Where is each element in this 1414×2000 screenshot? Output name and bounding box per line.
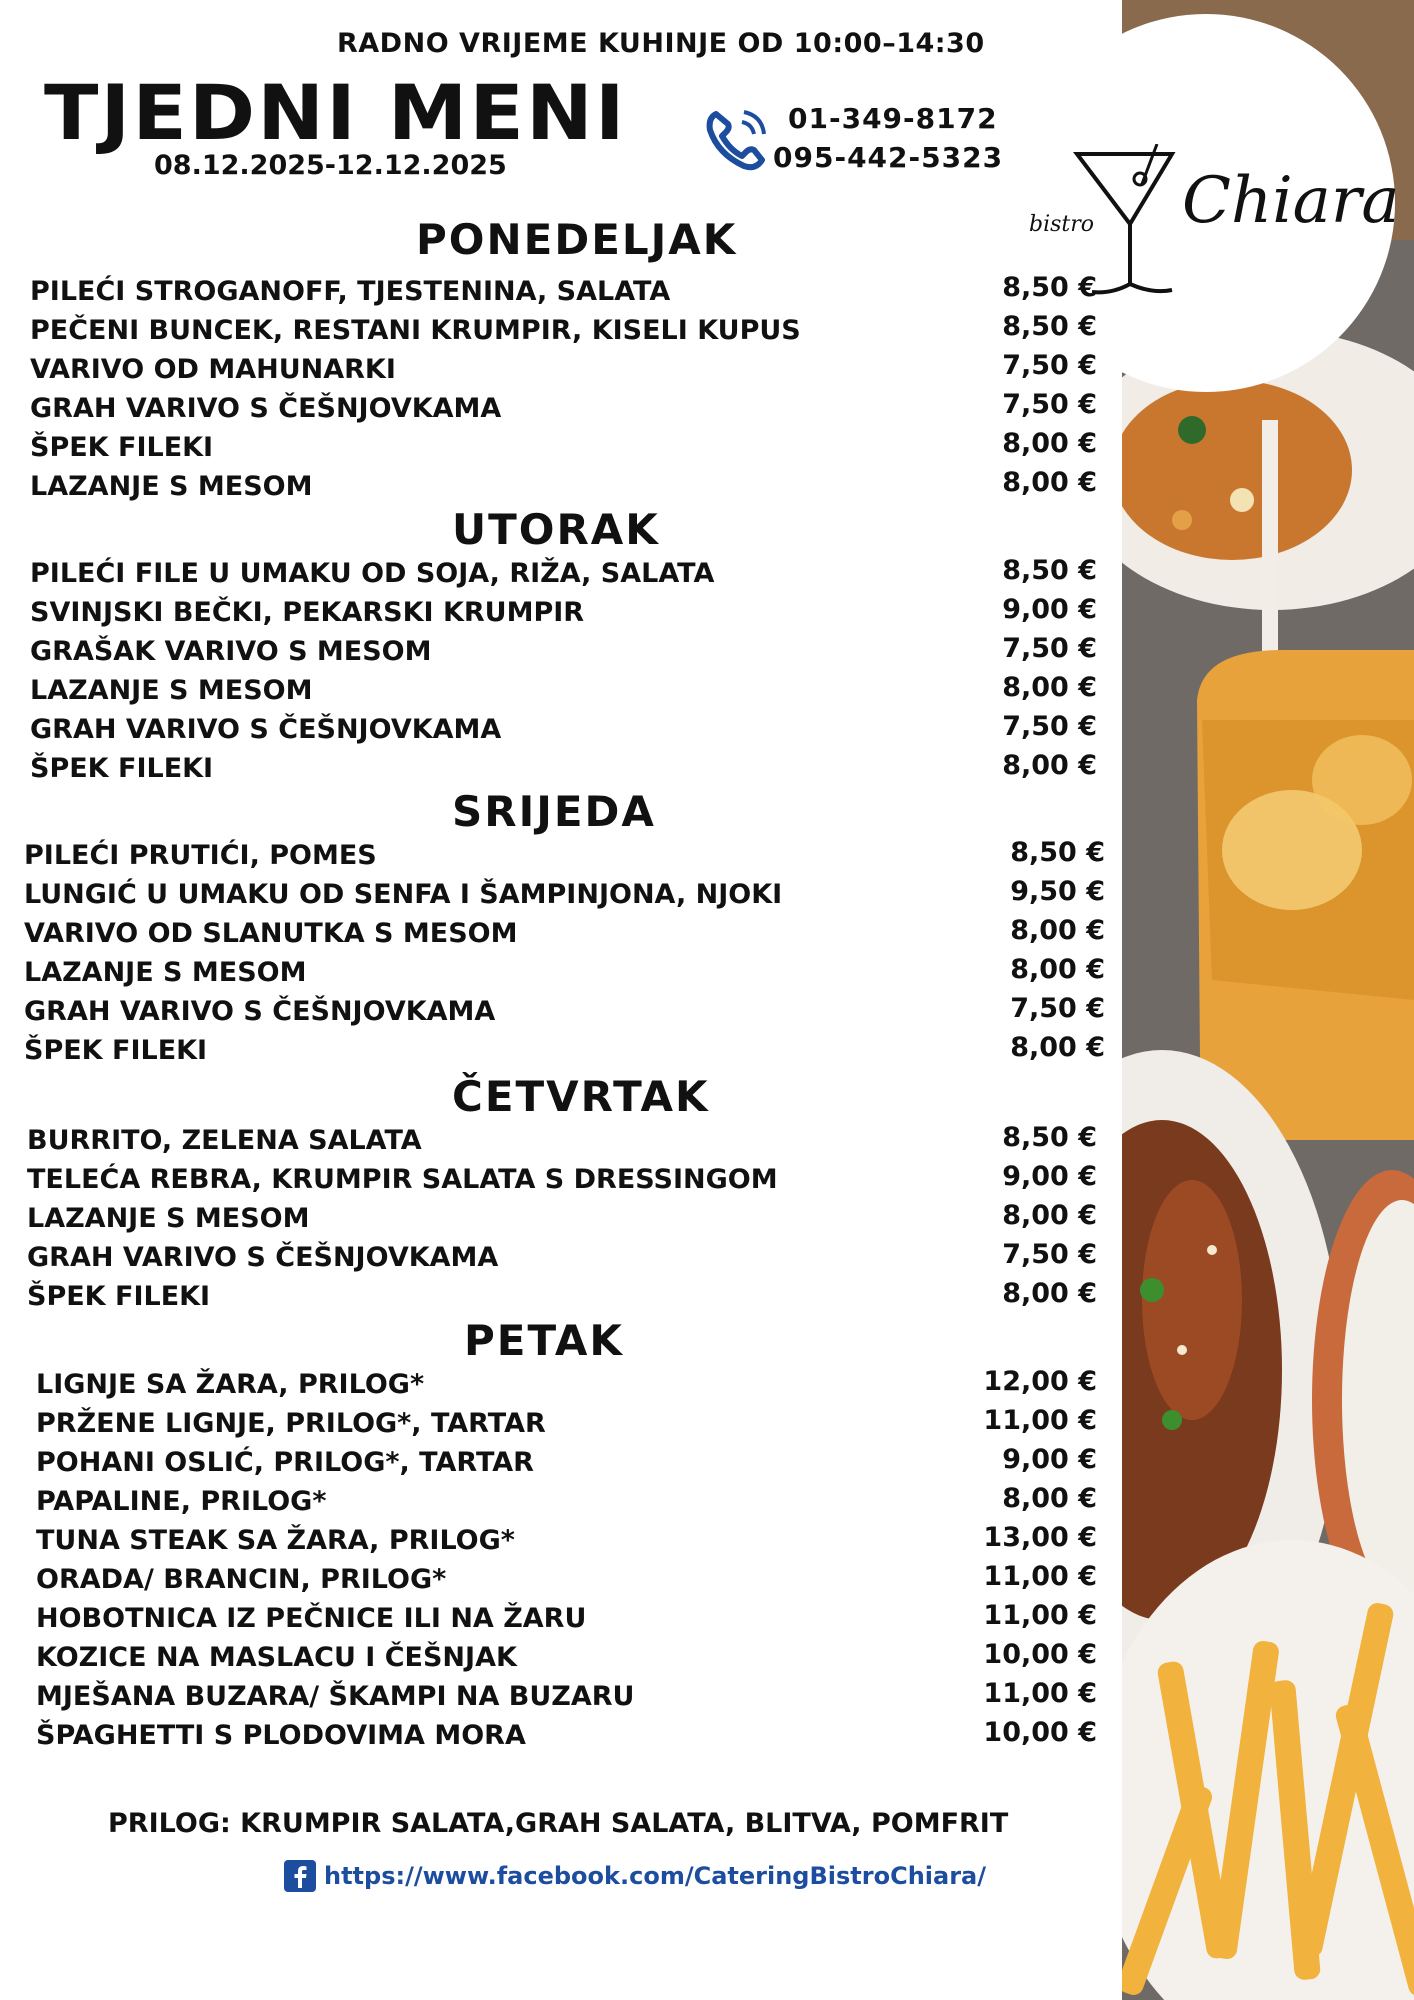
menu-item: ŠPAGHETTI S PLODOVIMA MORA xyxy=(36,1720,526,1751)
facebook-link[interactable]: https://www.facebook.com/CateringBistroChiara/ xyxy=(324,1862,986,1890)
menu-item: LAZANJE S MESOM xyxy=(30,471,313,502)
menu-price: 9,00 € xyxy=(1002,594,1097,625)
day-heading-tuesday: UTORAK xyxy=(452,505,660,554)
menu-price: 7,50 € xyxy=(1010,993,1105,1024)
menu-item: ŠPEK FILEKI xyxy=(27,1281,211,1312)
date-range: 08.12.2025-12.12.2025 xyxy=(154,150,507,181)
menu-price: 8,50 € xyxy=(1002,311,1097,342)
menu-item: LAZANJE S MESOM xyxy=(24,957,307,988)
menu-item: POHANI OSLIĆ, PRILOG*, TARTAR xyxy=(36,1447,534,1478)
day-heading-friday: PETAK xyxy=(464,1316,624,1365)
menu-price: 8,00 € xyxy=(1010,1032,1105,1063)
page-title: TJEDNI MENI xyxy=(44,68,627,157)
menu-item: GRAH VARIVO S ČEŠNJOVKAMA xyxy=(30,714,502,745)
menu-item: PILEĆI FILE U UMAKU OD SOJA, RIŽA, SALATA xyxy=(30,558,715,589)
menu-price: 7,50 € xyxy=(1002,711,1097,742)
menu-item: TELEĆA REBRA, KRUMPIR SALATA S DRESSINGOM xyxy=(27,1164,778,1195)
menu-item: TUNA STEAK SA ŽARA, PRILOG* xyxy=(36,1525,515,1556)
menu-price: 8,00 € xyxy=(1010,915,1105,946)
day-heading-monday: PONEDELJAK xyxy=(416,215,738,264)
menu-item: LIGNJE SA ŽARA, PRILOG* xyxy=(36,1369,425,1400)
phone-icon xyxy=(704,108,768,172)
menu-item: KOZICE NA MASLACU I ČEŠNJAK xyxy=(36,1642,517,1673)
menu-price: 7,50 € xyxy=(1002,389,1097,420)
menu-price: 9,50 € xyxy=(1010,876,1105,907)
menu-price: 8,00 € xyxy=(1002,750,1097,781)
menu-item: LUNGIĆ U UMAKU OD SENFA I ŠAMPINJONA, NJOKI xyxy=(24,879,783,910)
menu-price: 8,50 € xyxy=(1002,272,1097,303)
menu-price: 8,50 € xyxy=(1010,837,1105,868)
menu-item: PRŽENE LIGNJE, PRILOG*, TARTAR xyxy=(36,1408,546,1439)
menu-item: GRAH VARIVO S ČEŠNJOVKAMA xyxy=(24,996,496,1027)
phone-number-1[interactable]: 01-349-8172 xyxy=(788,102,998,135)
facebook-icon[interactable] xyxy=(284,1860,316,1892)
logo-small-text: bistro xyxy=(1029,212,1095,237)
menu-item: VARIVO OD MAHUNARKI xyxy=(30,354,396,385)
menu-price: 7,50 € xyxy=(1002,350,1097,381)
menu-item: ORADA/ BRANCIN, PRILOG* xyxy=(36,1564,447,1595)
menu-price: 8,50 € xyxy=(1002,1122,1097,1153)
menu-price: 8,00 € xyxy=(1002,1278,1097,1309)
menu-price: 9,00 € xyxy=(1002,1444,1097,1475)
side-dish-note: PRILOG: KRUMPIR SALATA,GRAH SALATA, BLITVA, POMFRIT xyxy=(108,1808,1009,1839)
menu-item: BURRITO, ZELENA SALATA xyxy=(27,1125,422,1156)
menu-item: SVINJSKI BEČKI, PEKARSKI KRUMPIR xyxy=(30,597,585,628)
menu-item: GRAŠAK VARIVO S MESOM xyxy=(30,636,432,667)
menu-price: 8,00 € xyxy=(1002,1483,1097,1514)
menu-item: HOBOTNICA IZ PEČNICE ILI NA ŽARU xyxy=(36,1603,587,1634)
menu-price: 8,00 € xyxy=(1002,467,1097,498)
menu-item: PEČENI BUNCEK, RESTANI KRUMPIR, KISELI KUPUS xyxy=(30,315,801,346)
menu-price: 9,00 € xyxy=(1002,1161,1097,1192)
menu-price: 10,00 € xyxy=(983,1639,1097,1670)
menu-item: LAZANJE S MESOM xyxy=(30,675,313,706)
menu-item: GRAH VARIVO S ČEŠNJOVKAMA xyxy=(27,1242,499,1273)
menu-item: VARIVO OD SLANUTKA S MESOM xyxy=(24,918,518,949)
phone-number-2[interactable]: 095-442-5323 xyxy=(773,141,1004,174)
logo-name: Chiara xyxy=(1182,164,1400,238)
menu-item: PILEĆI PRUTIĆI, POMES xyxy=(24,840,377,871)
menu-item: ŠPEK FILEKI xyxy=(24,1035,208,1066)
menu-price: 8,00 € xyxy=(1002,1200,1097,1231)
day-heading-thursday: ČETVRTAK xyxy=(452,1072,710,1121)
menu-price: 8,00 € xyxy=(1010,954,1105,985)
menu-price: 11,00 € xyxy=(983,1405,1097,1436)
menu-item: GRAH VARIVO S ČEŠNJOVKAMA xyxy=(30,393,502,424)
menu-price: 13,00 € xyxy=(983,1522,1097,1553)
menu-price: 11,00 € xyxy=(983,1561,1097,1592)
menu-item: ŠPEK FILEKI xyxy=(30,753,214,784)
menu-item: PILEĆI STROGANOFF, TJESTENINA, SALATA xyxy=(30,276,671,307)
menu-item: LAZANJE S MESOM xyxy=(27,1203,310,1234)
menu-price: 8,00 € xyxy=(1002,672,1097,703)
menu-price: 7,50 € xyxy=(1002,633,1097,664)
menu-price: 7,50 € xyxy=(1002,1239,1097,1270)
menu-price: 11,00 € xyxy=(983,1678,1097,1709)
menu-price: 11,00 € xyxy=(983,1600,1097,1631)
menu-item: MJEŠANA BUZARA/ ŠKAMPI NA BUZARU xyxy=(36,1681,635,1712)
day-heading-wednesday: SRIJEDA xyxy=(452,787,656,836)
menu-price: 12,00 € xyxy=(983,1366,1097,1397)
menu-price: 10,00 € xyxy=(983,1717,1097,1748)
menu-item: PAPALINE, PRILOG* xyxy=(36,1486,327,1517)
menu-item: ŠPEK FILEKI xyxy=(30,432,214,463)
kitchen-hours: RADNO VRIJEME KUHINJE OD 10:00–14:30 xyxy=(337,28,985,59)
menu-price: 8,00 € xyxy=(1002,428,1097,459)
menu-price: 8,50 € xyxy=(1002,555,1097,586)
